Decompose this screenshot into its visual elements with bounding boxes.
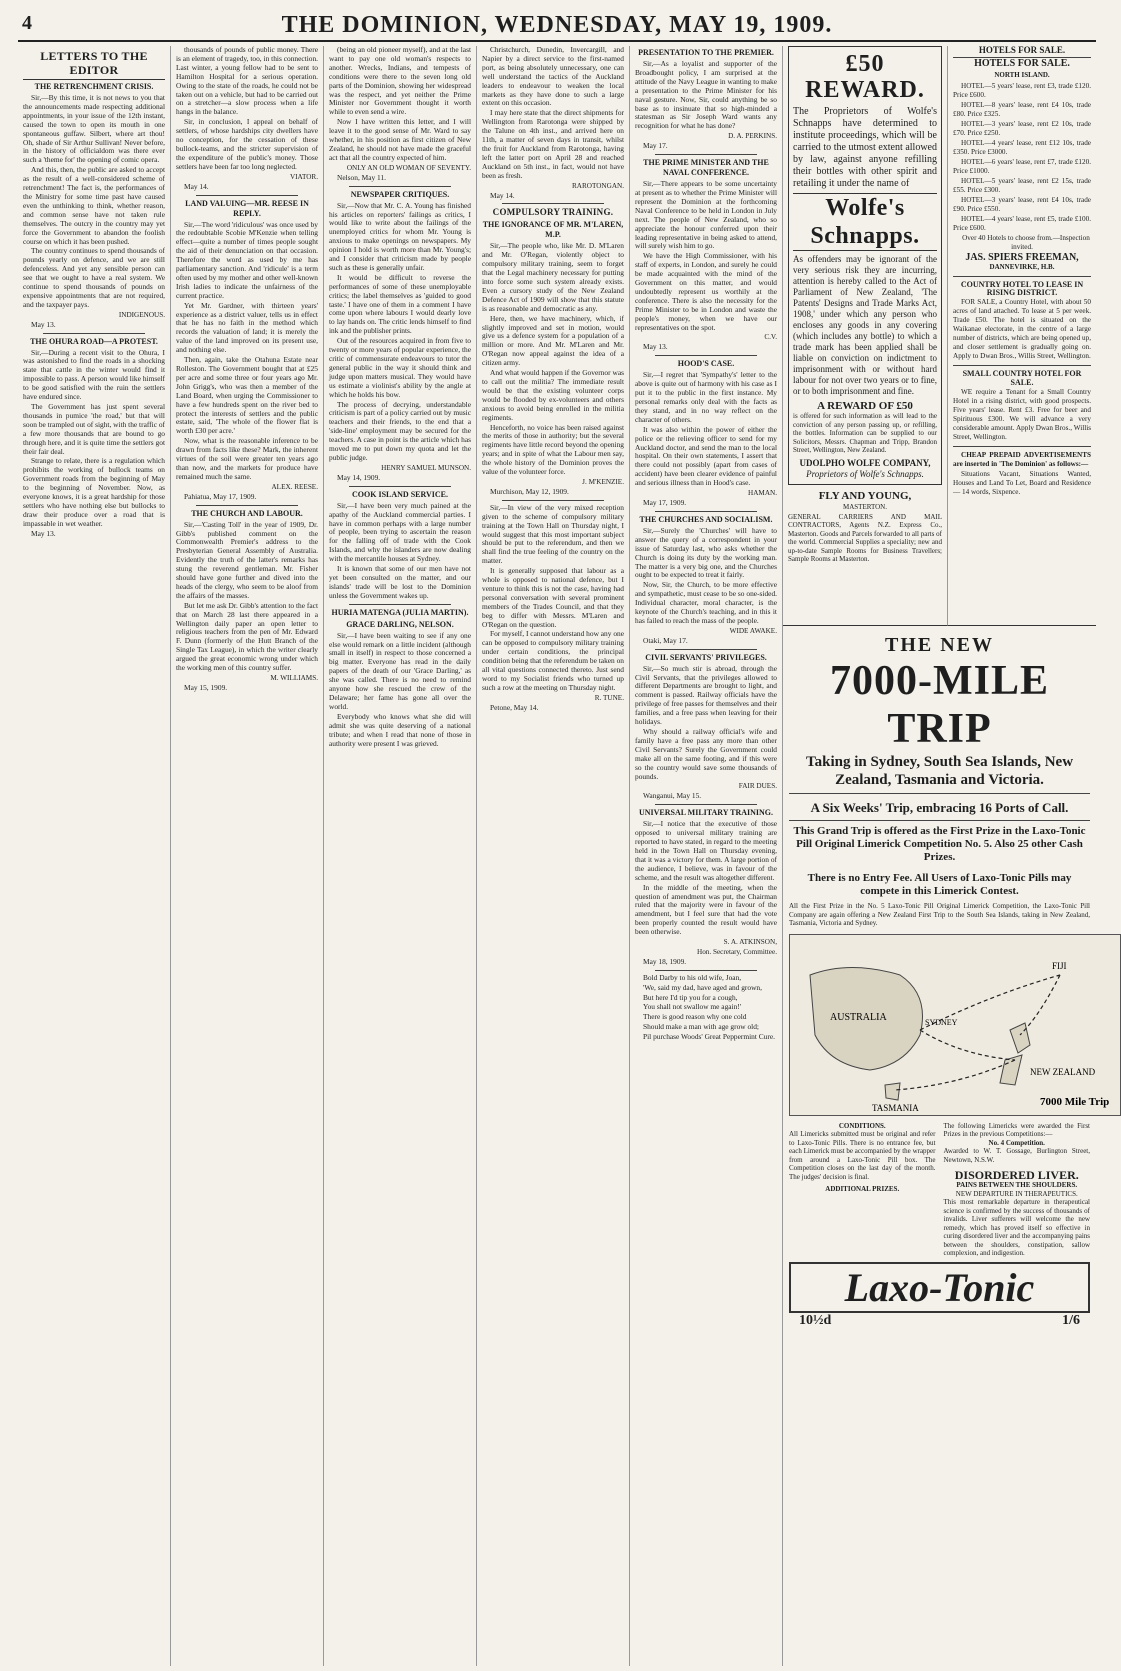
letter-paragraph: Everybody who knows what she did will admit she was quite deserving of a national tribute; and when I read that none of those in authority were present I was grieved. bbox=[329, 711, 471, 748]
letter-paragraph: Strange to relate, there is a regulation which prohibits the working of bullock teams on Government roads from the beginning of May to the beginning of November. Now, as everyone knows, it is a great hardship for those settlers who have nothing else but bullocks to draw their produce over a road that is impassable in wet weather. bbox=[23, 456, 165, 528]
ad-offer: This Grand Trip is offered as the First Prize in the Laxo-Tonic Pill Original Limerick Competition No. 5. Also 25 other Cash Prizes. bbox=[793, 825, 1086, 863]
letter-paragraph: Sir,—There appears to be some uncertainty at present as to whether the Prime Minister will represent the Dominion at the forthcoming Naval Conference to be held in London in July next. The people of New Zealand, who so appreciate the honour conferred upon their leading representative in being asked to attend, will surely wish him to go. bbox=[635, 179, 777, 251]
verse-line: You shall not swallow me again!' bbox=[643, 1002, 742, 1012]
letter-title: HURIA MATENGA (JULIA MARTIN). bbox=[331, 607, 469, 617]
letter-paragraph: Sir,—By this time, it is not news to you that the announcements made respecting additional appointments, in your issue of the 12th instant, caused the town to open its mouth in one spontaneous guffaw. Silbert, where art thou! Oh, shade of Sir Arthur Sullivan! Never before, in the history of officialdom was there ever such a 'theme for' the opening of comic opera. bbox=[23, 93, 165, 165]
letter-paragraph: But let me ask Dr. Gibb's attention to the fact that on March 28 last there appeared in a Wellington daily paper an open letter to religious teachers from the pen of Mr. Edward F. Dunn (formerly of the Hutt Branch of the Single Tax League), in which the writer clearly argued the great economic wrong under which the working men of this country suffer. bbox=[176, 600, 318, 673]
ad-subheadline: Taking in Sydney, South Sea Islands, New Zealand, Tasmania and Victoria. bbox=[805, 754, 1074, 788]
letter-paragraph: It is known that some of our men have not yet been consulted on the matter, and our islands' trade will be lost to the Dominion unless the Government wakes up. bbox=[329, 564, 471, 600]
section-heading: LETTERS TO THE EDITOR bbox=[23, 49, 165, 80]
ad-trip-length: A Six Weeks' Trip, embracing 16 Ports of Call. bbox=[810, 800, 1069, 815]
columns bbox=[18, 45, 1110, 1666]
divider bbox=[655, 804, 757, 805]
hotel-listing: HOTEL—4 years' lease, rent £5, trade £100. Price £600. bbox=[953, 214, 1091, 232]
letter-paragraph: Sir,—Now that Mr. C. A. Young has finished his articles on reporters' failings as critics, I would like to write about the failings of the unemployed critics for whom Mr. Young is anxious to make openings on newspapers. My opinion I hold is worth more than Mr. Young's; and I consider that criticism made by people such as these is generally unfair. bbox=[329, 200, 471, 272]
letter-paragraph: Now, Sir, the Church, to be more effective and sympathetic, must cease to be so one-sided. Individual character, moral character, is the keynote of the Church's teaching, and in this it has failed to reach the mass of the people. bbox=[635, 580, 777, 625]
liver-subheading: PAINS BETWEEN THE SHOULDERS. bbox=[956, 1181, 1078, 1189]
letter-title: CIVIL SERVANTS' PRIVILEGES. bbox=[645, 652, 767, 662]
laxo-tonic-ad bbox=[783, 630, 1110, 1666]
letter-title: LAND VALUING—MR. REESE IN REPLY. bbox=[185, 198, 309, 218]
reward-text: The Proprietors of Wolfe's Schnapps have determined to institute proceedings, which will be carried to the utmost extent allowed by law, against anyone refilling their bottles with other spirit and retailing it under the name of bbox=[793, 106, 937, 189]
hotel-listing: HOTEL—8 years' lease, rent £4 10s, trade £80. Price £325. bbox=[953, 100, 1091, 118]
letter-paragraph: It would be difficult to reverse the performances of some of these unemployable critics; the label themselves as 'guided to good taste.' I have one of them in a comment I have come upon where labours I would dearly love to lay hands on. The critic lends himself to find ink and the publisher prints. bbox=[329, 272, 471, 336]
price-large: 1/6 bbox=[1062, 1312, 1080, 1328]
letter-signature: ALEX. REESE. bbox=[271, 482, 318, 491]
ad-competition-number: No. 4 Competition. bbox=[988, 1138, 1045, 1147]
ad-heading: COUNTRY HOTEL TO LEASE IN RISING DISTRICT. bbox=[960, 279, 1084, 298]
letter-date: Murchison, May 12, 1909. bbox=[490, 486, 569, 496]
divider bbox=[655, 355, 757, 356]
letter-paragraph: Then, again, take the Otahuna Estate near Rolleston. The Government bought that at £25 per acre and some three or four years ago Mr. John Grigg's, who was then a member of the Land Board, when urging the Commissioner to have a few hundreds spent on the river bed to protect the interests of settlers and the public estate, said, 'The whole of the flower flat is worth £30 per acre.' bbox=[176, 355, 318, 436]
reward-subheading: A REWARD OF £50 bbox=[817, 400, 913, 412]
ad-prizes-text: The following Limericks were awarded the First Prizes in the previous Competitions:— bbox=[943, 1121, 1090, 1138]
ad-text: GENERAL CARRIERS AND MAIL CONTRACTORS, Agents N.Z. Express Co., Masterton. Goods and Parcels forwarded to all parts of the world. Commercial Supplies a speciality; new and up-to-date Sample Rooms for Business Travellers; Sample Rooms at Masterton. bbox=[788, 512, 942, 563]
letter-paragraph: Now, what is the reasonable inference to be drawn from facts like these? Mark, the inherent virtues of the soil were greater ten years ago than now, and the markets for produce have remained much the same. bbox=[176, 436, 318, 481]
ad-headline: 7000-MILE TRIP bbox=[830, 658, 1049, 752]
divider bbox=[43, 333, 145, 334]
hotel-listing: HOTEL—6 years' lease, rent £7, trade £120. Price £1000. bbox=[953, 157, 1091, 175]
ad-entry: There is no Entry Fee. All Users of Laxo-Tonic Pills may compete in this Limerick Contest. bbox=[807, 872, 1072, 897]
letter-paragraph: Sir,—'Casting Toll' in the year of 1909, Dr. Gibb's published comment on the Commonwealth Premier's address to the Presbyterian General Assembly of Australia. Evidently the truth of the latter's remarks has stung the reverend gentleman. Mr. Fisher should have gone further and dived into the heads of the clergy, who seem to be aloof from the affairs of the masses. bbox=[176, 519, 318, 600]
letter-title: HOOD'S CASE. bbox=[677, 359, 735, 369]
letter-paragraph: Sir,—So much stir is abroad, through the Civil Servants, that the privileges allowed to different Departments are brought to light, and comment is passed. Railway officials have the privilege of free passes for themselves and their families, and a free pass when leaving for their holidays. bbox=[635, 663, 777, 727]
ad-kicker: THE NEW bbox=[884, 634, 995, 656]
letter-paragraph: (being an old pioneer myself), and at the last want to pay one old woman's respects to another. Wrecks, Indians, and tempests of conditions were there to the seven long old parts of the Dominion, showing her widespread was the respect, and yet neither the Prime Minister nor Government thought it worth while to even send a wire. bbox=[329, 45, 471, 117]
letter-paragraph: Yet Mr. Gardner, with thirteen years' experience as a district valuer, tells us in effect that he has no faith in the method which records the valuation of land; it is merely the value of the land improved on its present use, and nothing else. bbox=[176, 300, 318, 355]
verse-line: Bold Darby to his old wife, Joan, bbox=[643, 972, 742, 982]
column-1 bbox=[18, 46, 171, 1666]
ad-heading: HOTELS FOR SALE. bbox=[974, 57, 1070, 69]
letter-signature: WIDE AWAKE. bbox=[729, 626, 777, 635]
letter-paragraph: Here, then, we have machinery, which, if slightly improved and set in motion, would give us a defence system for a population of a million or more. And Mr. M'Laren and Mr. O'Regan now appeal against the idea of a citizen army. bbox=[482, 313, 624, 368]
firm-address: DANNEVIRKE, H.B. bbox=[989, 262, 1055, 271]
divider bbox=[655, 970, 757, 971]
letter-title: PRESENTATION TO THE PREMIER. bbox=[638, 48, 774, 57]
ad-conditions-text: All Limericks submitted must be original and refer to Laxo-Tonic Pills. There is no entrance fee, but each Limerick must be accompanied by the wrapper from around a Laxo-Tonic Pill box. The Competition closes on the last day of the month. The judges' decision is final. bbox=[789, 1130, 936, 1181]
hotel-listing: HOTEL—5 years' lease, rent £2 15s, trade £55. Price £300. bbox=[953, 176, 1091, 194]
tasmania-landmass bbox=[885, 1083, 900, 1100]
letter-date: Wanganui, May 15. bbox=[643, 791, 702, 801]
letter-date: May 14, 1909. bbox=[337, 472, 381, 482]
firm-name: JAS. SPIERS FREEMAN, bbox=[965, 251, 1079, 263]
firm-tagline: Proprietors of Wolfe's Schnapps. bbox=[806, 468, 924, 479]
column-6 bbox=[783, 46, 948, 626]
letter-date: May 13. bbox=[31, 528, 56, 538]
route-map bbox=[789, 934, 1121, 1116]
letter-paragraph: The process of decrying, understandable criticism is part of a policy carried out by music teachers and their friends, to the end that a 'side-line' employment may be secured for the teachers. A case in point is the article which has moved me to put down my quota and let the public judge. bbox=[329, 399, 471, 462]
ad-text: Situations Vacant, Situations Wanted, Houses and Land To Let, Board and Residence — 14 words, Sixpence. bbox=[953, 470, 1091, 497]
hotel-listing: HOTEL—5 years' lease, rent £3, trade £120. Price £600. bbox=[953, 81, 1091, 99]
divider bbox=[502, 500, 604, 501]
letter-paragraph: The Government has just spent several thousands in pumice 'the road,' but that will soon be trampled out of sight, with the traffic of a few more thousands that are bound to go through here, and it is quite time the settlers got their fair deal. bbox=[23, 402, 165, 456]
divider bbox=[953, 446, 1091, 447]
divider bbox=[953, 365, 1091, 366]
letter-subtitle: GRACE DARLING, NELSON. bbox=[346, 619, 454, 629]
liver-text: This most remarkable departure in therapeutical science is confirmed by the success of thousands of invalids. Liver sufferers will welcome the new remedy, which has proved itself so effective in curing disordered liver and the accompanying pains between the shoulders, constipation, sallow complexion, and indigestion. bbox=[943, 1198, 1090, 1257]
letter-date: May 14. bbox=[184, 181, 209, 191]
verse-line: Should make a man with age grow old; bbox=[643, 1022, 759, 1032]
letter-signature: M. WILLIAMS. bbox=[270, 674, 318, 682]
ad-two-columns bbox=[789, 1122, 1090, 1258]
letter-date: May 17, 1909. bbox=[643, 497, 687, 507]
letter-paragraph: Sir,—I notice that the executive of those opposed to universal military training are reported to have stated, in regard to the meeting held in the Town Hall on Thursday evening, that it was a victory for them. A large portion of the audience, I believe, was in favour of the scheme, and the result was altogether different. bbox=[635, 819, 777, 882]
divider bbox=[655, 649, 757, 650]
letter-paragraph: Sir,—I have been very much pained at the apathy of the Auckland commercial parties. I have in common perhaps with a large number of people, been trying to ascertain the reason for the falling off of trade with the Cook Islands, and why the islanders are now dealing with the mercantile houses at Sydney. bbox=[329, 500, 471, 564]
ad-subheading: ADDITIONAL PRIZES. bbox=[825, 1185, 900, 1193]
verse-line: But here I'd tip you for a cough, bbox=[643, 992, 738, 1002]
hotel-listing: HOTEL—3 years' lease, rent £4 10s, trade £90. Price £550. bbox=[953, 195, 1091, 213]
reward-text-2: As offenders may be ignorant of the very serious risk they are incurring, attention is hereby called to the Act of Parliament of New Zealand, 'The Patents' Designs and Trade Marks Act, 1908,' under which any person who encloses any goods in any covering (which includes any bottle) to which a trade mark has been applied shall be liable on conviction on indictment to imprisonment with or without hard labour for not over two years or to fine, or to both imprisonment and fine. bbox=[793, 254, 937, 396]
letter-paragraph: The country continues to spend thousands of pounds yearly on defence, and we are still defenceless. And yet any sensible person can see that we ought to have a real system. We continue to spend thousands of pounds on expensive appointments that are not required, and the taxpayer pays. bbox=[23, 246, 165, 309]
letter-title: NEWSPAPER CRITIQUES. bbox=[350, 189, 450, 199]
letter-title: UNIVERSAL MILITARY TRAINING. bbox=[638, 808, 774, 818]
letter-signature: J. M'KENZIE. bbox=[582, 477, 624, 486]
verse-line: There is good reason why one cold bbox=[643, 1012, 747, 1022]
verse-line: Pil purchase Woods' Great Peppermint Cure. bbox=[643, 1032, 775, 1042]
letter-date: Nelson, May 11. bbox=[337, 172, 386, 182]
reward-small-print: is offered for such information as will lead to the conviction of any person passing up, or refilling, the bottles. Information can be supplied to our Solicitors, Messrs. Chapman and Tripp, Brandon Street, Wellington, New Zealand. bbox=[793, 412, 937, 454]
letter-date: May 13. bbox=[31, 319, 56, 329]
column-2 bbox=[171, 46, 324, 1666]
letter-title: THE PRIME MINISTER AND THE NAVAL CONFERENCE. bbox=[643, 158, 769, 178]
letter-signature: VIATOR. bbox=[289, 172, 318, 181]
letter-title: COOK ISLAND SERVICE. bbox=[352, 489, 448, 499]
ad-small-print: All the First Prize in the No. 5 Laxo-Tonic Pill Original Limerick Competition, the Laxo-Tonic Pill Company are again offering a New Zealand First Trip to the South Sea Islands, taking in New Zealand, Tasmania, Victoria and Sydney. bbox=[789, 902, 1090, 927]
letter-title: THE RETRENCHMENT CRISIS. bbox=[34, 82, 154, 91]
letter-date: May 15, 1909. bbox=[184, 682, 228, 692]
letter-paragraph: Sir,—In view of the very mixed reception given to the scheme of compulsory military training at the Town Hall on Thursday night, I would suggest that this most important subject should be put to the referendum, and then we shall find the true feeling of the country on the matter. bbox=[482, 502, 624, 566]
letter-date: Otaki, May 17. bbox=[643, 635, 688, 645]
letter-paragraph: It is generally supposed that labour as a whole is opposed to national defence, but I venture to think this is not the case, having had personal conversation with several prominent members of the Trades Council, and that they beg to differ with Messrs. M'Laren and O'Regan on the question. bbox=[482, 566, 624, 629]
letter-paragraph: Out of the resources acquired in from five to twenty or more years of popular experience, the critic of commensurate endeavours to tutor the general public in the way it should think and judge upon matters musical. They would have us estimate a violinist's ability by the angle at which he holds his bow. bbox=[329, 336, 471, 399]
divider bbox=[196, 505, 298, 506]
divider bbox=[789, 820, 1090, 821]
ad-heading: HOTELS FOR SALE. bbox=[978, 45, 1066, 55]
ad-region: NORTH ISLAND. bbox=[994, 70, 1050, 79]
letter-paragraph: Now I have written this letter, and I will leave it to the good sense of Mr. Ward to say whether, in his position as first citizen of New Zealand, he should not have made the graceful act that all the country expected of him. bbox=[329, 117, 471, 162]
divider bbox=[953, 276, 1091, 277]
letter-paragraph: Sir,—The people who, like Mr. D. M'Laren and Mr. O'Regan, violently object to compulsory military training, seem to forget that the Legal machinery necessary for putting into force some such system already exists. Even a cursory study of the New Zealand Defence Act of 1909 will show that this statute is as reasonable and democratic as any. bbox=[482, 241, 624, 313]
letter-signature: C.V. bbox=[764, 333, 777, 342]
liver-subheading-2: NEW DEPARTURE IN THERAPEUTICS. bbox=[955, 1189, 1078, 1198]
column-3 bbox=[324, 46, 477, 1666]
ad-heading: SMALL COUNTRY HOTEL FOR SALE. bbox=[962, 369, 1082, 388]
letter-paragraph: And this, then, the public are asked to accept as the result of a well-considered scheme of retrenchment! The fact is, the performances of the Ministry for some time past have caused even the unthinking to think, whether reason, and common sense have not taken rule themselves. The outcry in the country may yet force the Government to abandon the foolish course on which it has been pushed. bbox=[23, 165, 165, 246]
liver-heading: DISORDERED LIVER. bbox=[954, 1168, 1079, 1182]
firm-name: UDOLPHO WOLFE COMPANY, bbox=[799, 457, 931, 468]
ad-right-column bbox=[944, 1122, 1091, 1258]
letter-paragraph: Sir,—I regret that 'Sympathy's' letter to the above is quite out of harmony with his case as I put it to the public in the first instance. My personal remarks only deal with the facts as they stand, and in no way reflect on the character of others. bbox=[635, 370, 777, 424]
verse-line: 'We, said my dad, have aged and grown, bbox=[643, 982, 762, 992]
letter-signature: INDIGENOUS. bbox=[118, 310, 165, 319]
ad-award-text: Awarded to W. T. Gossage, Burlington Street, Newtown, N.S.W. bbox=[943, 1147, 1090, 1164]
letter-paragraph: Christchurch, Dunedin, Invercargill, and Napier by a direct service to the first-named port, as being absolutely unnecessary, one can well understand the tactics of the Auckland leaders to endeavour to weaken the local markets as they have done to such a large extent on this occasion. bbox=[482, 45, 624, 108]
letter-paragraph: Sir,—Surely the 'Churches' will have to answer the query of a correspondent in your issue of Saturday last, who asks whether the Church is doing its duty by the working man. The matter is a very big one, and the Churches ought to be expected to treat it fairly. bbox=[635, 525, 777, 580]
divider bbox=[502, 203, 604, 204]
map-label-australia: AUSTRALIA bbox=[830, 1011, 887, 1023]
map-title: 7000 Mile Trip bbox=[1040, 1095, 1110, 1108]
hotel-listing: HOTEL—4 years' lease, rent £12 10s, trade £350. Price £3000. bbox=[953, 138, 1091, 156]
letter-signature: S. A. ATKINSON, bbox=[723, 938, 777, 947]
letter-title: THE IGNORANCE OF MR. M'LAREN, M.P. bbox=[482, 220, 624, 240]
letter-signature: HENRY SAMUEL MUNSON. bbox=[381, 463, 471, 472]
hotel-note: Over 40 Hotels to choose from.—Inspection invited. bbox=[962, 233, 1090, 251]
laxo-tonic-logo: Laxo-Tonic bbox=[789, 1262, 1090, 1313]
price-line bbox=[789, 1313, 1090, 1329]
ad-subheading: CONDITIONS. bbox=[838, 1121, 886, 1130]
map-label-tasmania: TASMANIA bbox=[872, 1102, 919, 1113]
newspaper-title: THE DOMINION, WEDNESDAY, MAY 19, 1909. bbox=[281, 12, 833, 38]
ad-left-column bbox=[789, 1122, 936, 1258]
letter-title: THE CHURCH AND LABOUR. bbox=[191, 508, 303, 518]
map-label-fiji: FIJI bbox=[1052, 960, 1067, 971]
letter-title: THE OHURA ROAD—A PROTEST. bbox=[30, 336, 158, 346]
reward-heading: £50 REWARD. bbox=[805, 51, 925, 103]
ad-place: MASTERTON. bbox=[843, 502, 887, 511]
map-label-new-zealand: NEW ZEALAND bbox=[1030, 1066, 1096, 1077]
column-5 bbox=[630, 46, 783, 1666]
letter-date: May 17. bbox=[643, 141, 668, 151]
page-number: 4 bbox=[22, 12, 32, 34]
letter-paragraph: Why should a railway official's wife and family have a free pass any more than other Civil Servants? Surely the Government could make all on the same footing, and if this were so the country would save some thousands of pounds. bbox=[635, 727, 777, 781]
ad-text: WE require a Tenant for a Small Country Hotel in a rising district, with good prospects. Five years' lease. Rent £3. Free for beer and Spirituous £300. We will advance a very considerable amount. Apply Dwan Bros., Willis Street, Wellington. bbox=[953, 388, 1091, 442]
divider bbox=[655, 154, 757, 155]
hotels-ad bbox=[953, 46, 1091, 272]
divider bbox=[196, 195, 298, 196]
divider bbox=[655, 511, 757, 512]
route-map-svg bbox=[790, 935, 1120, 1115]
letter-date: Pahiatua, May 17, 1909. bbox=[184, 491, 257, 501]
schnapps-reward-ad bbox=[788, 46, 942, 485]
letter-paragraph: Sir,—The word 'ridiculous' was once used by the redoubtable Scobie M'Kenzie when telling effect—quite a number of times people sought the aid of their denunciation on that occasion. Therefore the word as used by me has parliamentary sanction. And 'ridicule' is a term often used by my mother and other well-known Irish ladies to indicate the unfairness of the current practice. bbox=[176, 219, 318, 300]
ad-text: FOR SALE, a Country Hotel, with about 50 acres of land attached. To lease at 5 per week. Trade £50. The hotel is situated on the Waikanae electorate, in the centre of a large number of districts, which are being opened up, and closer settlement is gradually going on. Apply to Dwan Bros., Willis Street, Wellington. bbox=[953, 298, 1091, 361]
column-4 bbox=[477, 46, 630, 1666]
letter-paragraph: Sir,—During a recent visit to the Ohura, I was astonished to find the roads in a shocking state that cattle in the winter would find it impossible to pass. A person would like himself to be good satisfied with the ruin the settlers have endured since. bbox=[23, 347, 165, 402]
ad-title: FLY AND YOUNG, bbox=[818, 489, 912, 502]
letter-signature: ONLY AN OLD WOMAN OF SEVENTY. bbox=[346, 163, 471, 172]
map-label-sydney: SYDNEY bbox=[925, 1017, 958, 1027]
letter-signature: RAROTONGAN. bbox=[572, 181, 624, 190]
ad-text: CHEAP PREPAID ADVERTISEMENTS are inserted in 'The Dominion' as follows:— bbox=[953, 451, 1091, 469]
letter-date: Petone, May 14. bbox=[490, 702, 539, 712]
brand-name: Wolfe's Schnapps. bbox=[793, 193, 937, 251]
letter-paragraph: It was also within the power of either the police or the relieving officer to send for my Auckland doctor, and send the man to the local hospital. On their own statements, I assert that there could not possibly (apart from cases of accident) have been clearer evidence of painful and serious illness than in Hood's case. bbox=[635, 424, 777, 488]
divider bbox=[349, 186, 451, 187]
letter-paragraph: We have the High Commissioner, with his staff of experts, in London, and surely he could be made acquainted with the mind of the Government on this matter, and would undoubtedly represent us worthily at the conference. There is also the necessity for the Prime Minister to be in London and waste the people's money, when we have our representatives on the spot. bbox=[635, 251, 777, 332]
price-small: 10½d bbox=[799, 1312, 832, 1328]
letter-paragraph: I may here state that the direct shipments for Wellington from Rarotonga were shipped by the Talune on 4th inst., and arrived here on 11th, a matter of seven days in transit, whilst the fruit for Auckland from Rarotonga, having left the latter port on April 28 and reached Auckland on 5th inst., in fact, would not have been as fresh. bbox=[482, 108, 624, 180]
letter-signature: FAIR DUES. bbox=[738, 782, 777, 791]
letter-title: THE CHURCHES AND SOCIALISM. bbox=[639, 514, 773, 524]
letter-paragraph: For myself, I cannot understand how any one can be opposed to compulsory military training under certain conditions, the principal condition being that the referendum be taken on all vital questions connected thereto. Just send word to my Socialist friends who turned up such a row at the meeting on Thursday night. bbox=[482, 629, 624, 692]
letter-paragraph: And what would happen if the Governor was to call out the militia? The immediate result would be that the existing volunteer corps would be flooded by ex-volunteers and others anxious to avoid being enrolled in the militia regiments. bbox=[482, 368, 624, 422]
letter-signature: D. A. PERKINS. bbox=[728, 132, 777, 141]
hotel-listing: HOTEL—3 years' lease, rent £2 10s, trade £70. Price £250. bbox=[953, 119, 1091, 137]
divider bbox=[789, 793, 1090, 794]
letter-paragraph: Sir,—I have been waiting to see if any one else would remark on a little incident (although small in itself) in respect to those concerned a big matter. Everyone has read in the daily papers of the death of our 'Grace Darling,' as she was called. There is no need to remind anyone how she rescued the crew of the Delaware; her fame has gone all over the world. bbox=[329, 630, 471, 711]
letter-paragraph: thousands of pounds of public money. There is an element of tragedy, too, in this connection. Last winter, a young fellow had to be sent to Hamilton Hospital for a serious operation. Owing to the state of the roads, he could not be taken out on a vehicle, but had to be carried out on a stretcher—a slow process when a life hangs in the balance. bbox=[176, 45, 318, 117]
column-7 bbox=[948, 46, 1096, 626]
letter-date: May 14. bbox=[490, 190, 515, 200]
letter-signature: HAMAN. bbox=[748, 489, 777, 498]
divider bbox=[349, 604, 451, 605]
new-zealand-landmass bbox=[1000, 1023, 1030, 1085]
masthead bbox=[18, 12, 1096, 42]
letter-paragraph: Sir,—As a loyalist and supporter of the Broadbought policy, I am surprised at the attitude of the Navy League in wanting to make a presentation to the Prime Minister for his naval gesture. Now, Sir, could anything be so base as to insinuate that so high-minded a statesman as Sir Joseph Ward wants any recognition for what he has done? bbox=[635, 59, 777, 131]
letter-date: May 18, 1909. bbox=[643, 956, 687, 966]
letter-signature: R. TUNE. bbox=[594, 693, 624, 702]
letter-paragraph: Sir, in conclusion, I appeal on behalf of settlers, of whose hardships city dwellers have no conception, for the cessation of these bullock-teams, and the stricter supervision of the expenditure of the public's money. Those settlers have been far too long neglected. bbox=[176, 117, 318, 171]
letter-signature: Hon. Secretary, Committee. bbox=[697, 947, 777, 956]
letter-paragraph: Henceforth, no voice has been raised against the merits of those in authority; but the several regiments have little record beyond the opening years; and in spite of what the Labour men say, the whole history of the Dominion proves the value of the volunteer force. bbox=[482, 422, 624, 477]
letter-date: May 13. bbox=[643, 342, 668, 352]
letter-paragraph: In the middle of the meeting, when the question of amendment was put, the Chairman ruled that the majority were in favour of the amendment, but I feel sure that had the vote been properly counted the result would have been otherwise. bbox=[635, 882, 777, 937]
fly-young-ad bbox=[788, 491, 942, 564]
section-heading: COMPULSORY TRAINING. bbox=[492, 207, 614, 218]
divider bbox=[349, 486, 451, 487]
